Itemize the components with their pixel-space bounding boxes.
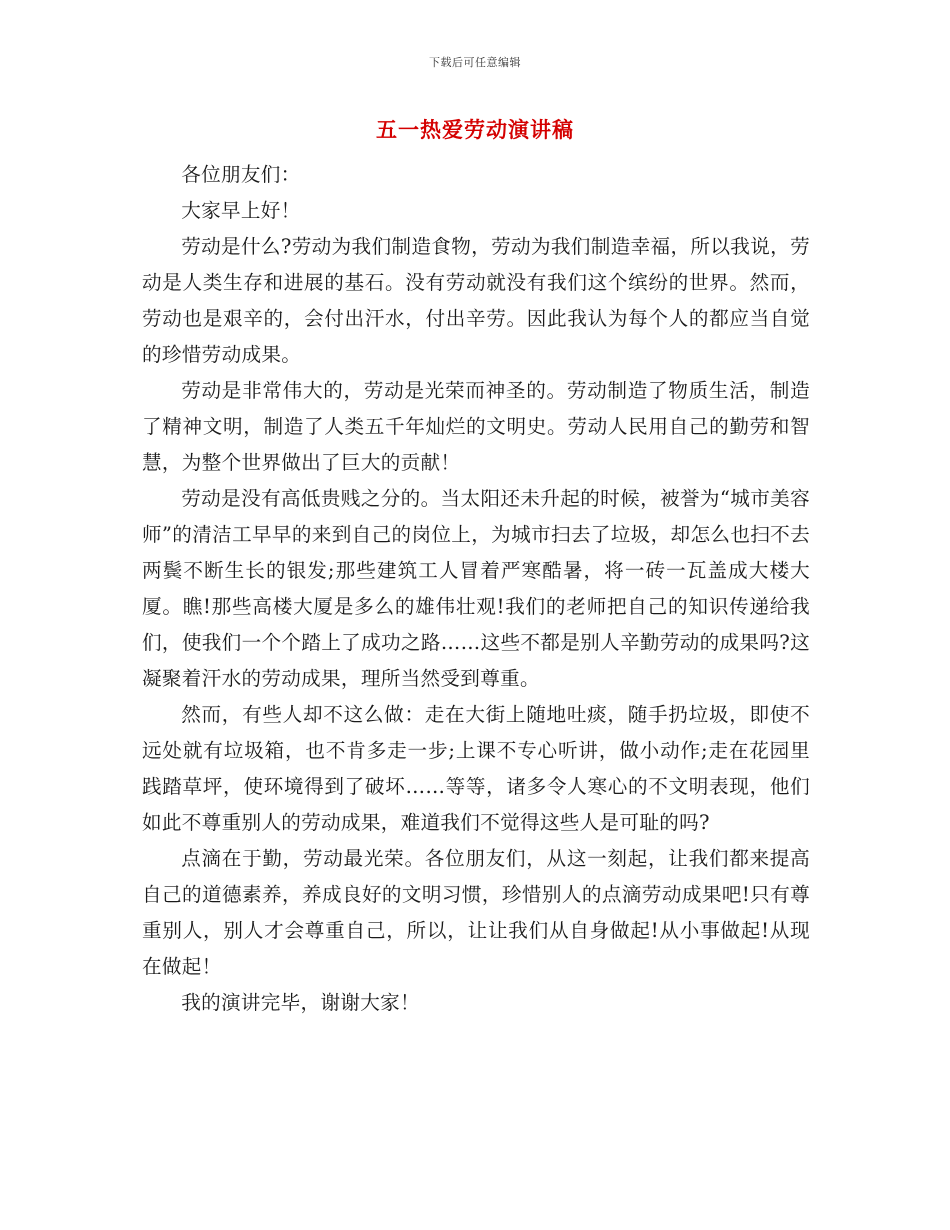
body-paragraph: 劳动是什么?劳动为我们制造食物，劳动为我们制造幸福，所以我说，劳动是人类生存和进展的基石。没有劳动就没有我们这个缤纷的世界。然而，劳动也是艰辛的，会付出汗水，付出辛劳。因此我认为每个人的都应当自觉的珍惜劳动成果。 <box>142 235 810 366</box>
body-paragraph: 然而，有些人却不这么做：走在大街上随地吐痰，随手扔垃圾，即使不远处就有垃圾箱，也不肯多走一步;上课不专心听讲，做小动作;走在花园里践踏草坪，使环境得到了破坏……等等，诸多令人寒心的不文明表现，他们如此不尊重别人的劳动成果，难道我们不觉得这些人是可耻的吗? <box>142 703 810 834</box>
header-note: 下载后可任意编辑 <box>429 56 521 69</box>
document-title: 五一热爱劳动演讲稿 <box>376 118 574 142</box>
body-paragraph: 劳动是非常伟大的，劳动是光荣而神圣的。劳动制造了物质生活，制造了精神文明，制造了人类五千年灿烂的文明史。劳动人民用自己的勤劳和智慧，为整个世界做出了巨大的贡献！ <box>142 379 810 474</box>
greeting-paragraph: 各位朋友们： <box>181 163 301 186</box>
body-paragraph: 劳动是没有高低贵贱之分的。当太阳还未升起的时候，被誉为“城市美容师”的清洁工早早的来到自己的岗位上，为城市扫去了垃圾，却怎么也扫不去两鬓不断生长的银发;那些建筑工人冒着严寒酷暑，将一砖一瓦盖成大楼大厦。瞧!那些高楼大厦是多么的雄伟壮观!我们的老师把自己的知识传递给我们，使我们一个个踏上了成功之路……这些不都是别人辛勤劳动的成果吗?这凝聚着汗水的劳动成果，理所当然受到尊重。 <box>142 487 810 690</box>
body-paragraph: 点滴在于勤，劳动最光荣。各位朋友们，从这一刻起，让我们都来提高自己的道德素养，养成良好的文明习惯，珍惜别人的点滴劳动成果吧!只有尊重别人，别人才会尊重自己，所以，让让我们从自身做起!从小事做起!从现在做起！ <box>142 847 810 978</box>
salutation-paragraph: 大家早上好！ <box>181 199 301 222</box>
document-body <box>142 157 810 1021</box>
closing-paragraph: 我的演讲完毕，谢谢大家！ <box>181 991 420 1014</box>
